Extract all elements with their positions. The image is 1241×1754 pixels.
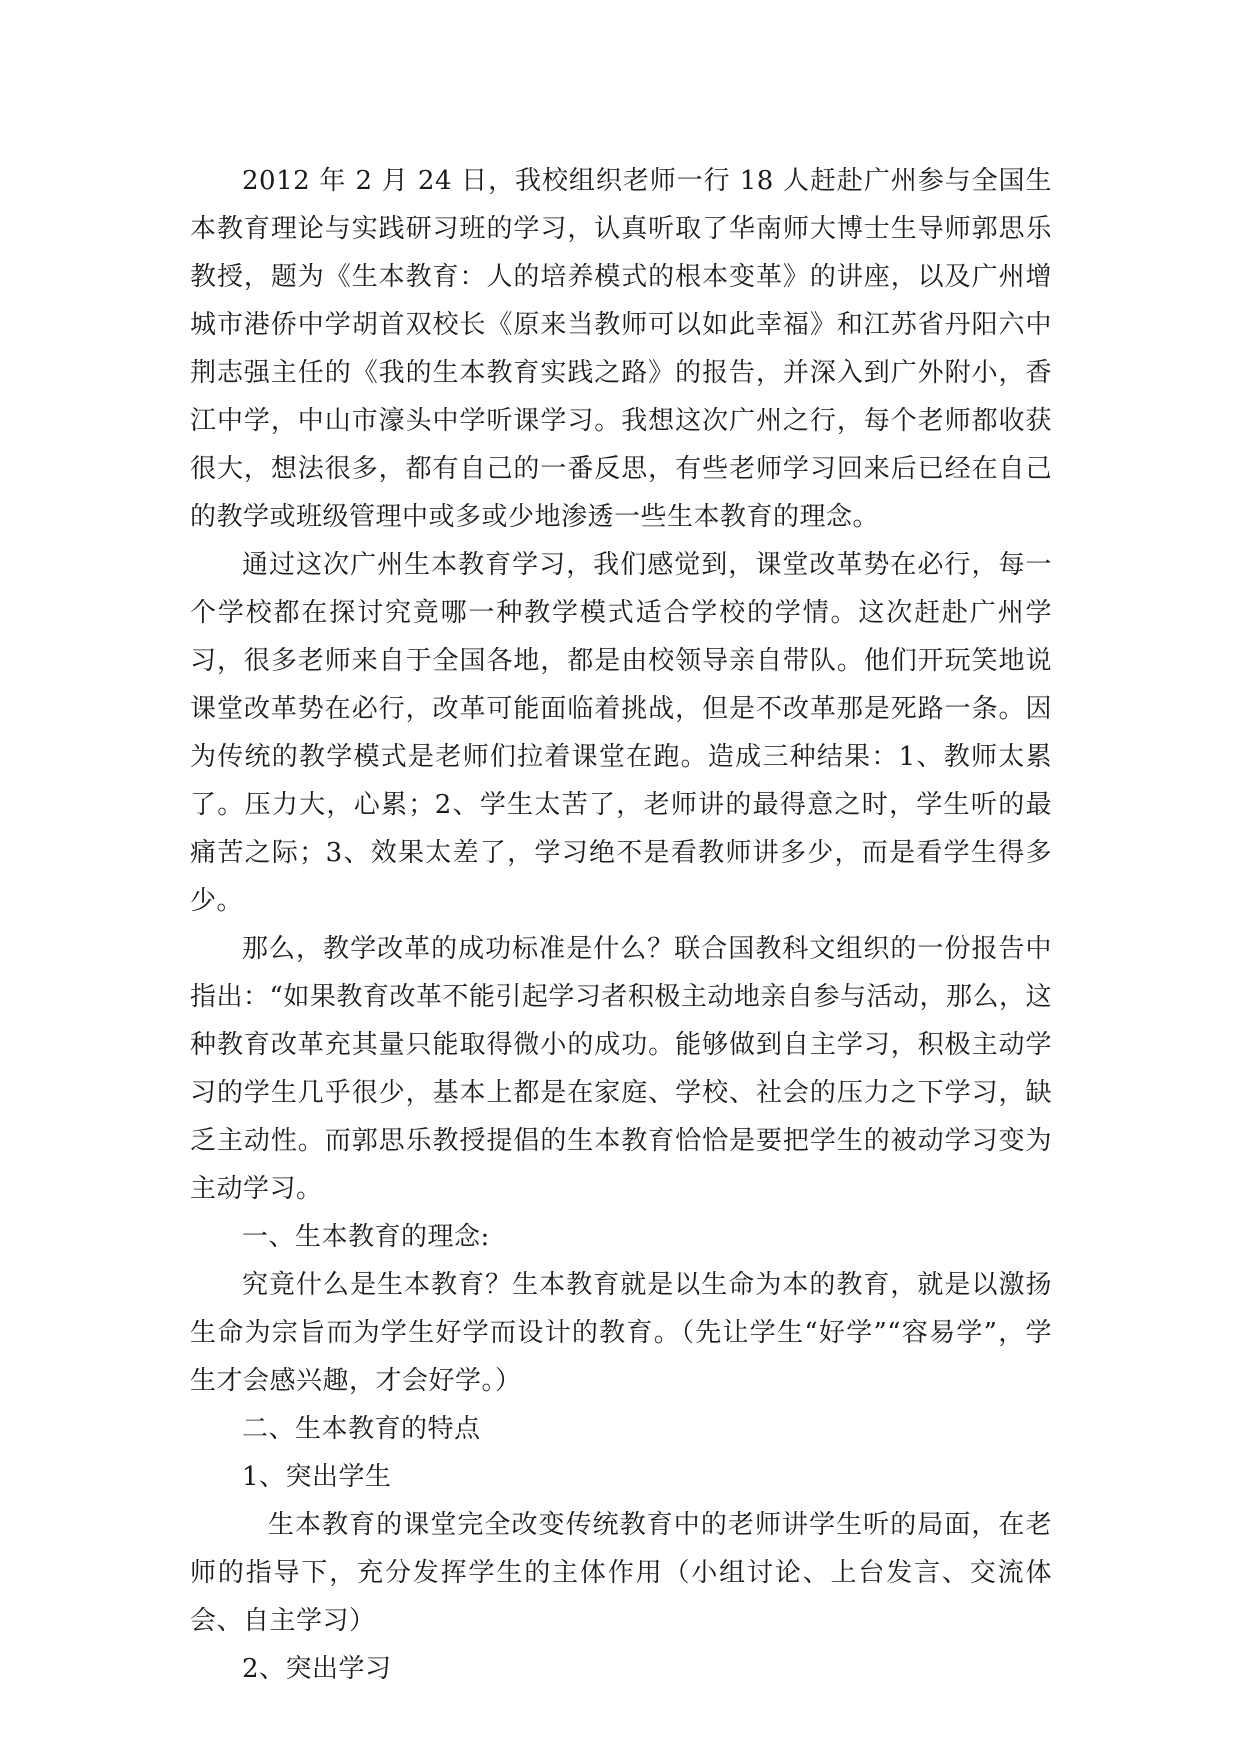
section-heading-features: 二、生本教育的特点 bbox=[242, 1414, 481, 1444]
section-heading-concept: 一、生本教育的理念: bbox=[242, 1222, 490, 1252]
document-body bbox=[190, 157, 1052, 1693]
subheading-highlight-learning: 2、突出学习 bbox=[242, 1654, 392, 1684]
paragraph-intro: 2012 年 2 月 24 日，我校组织老师一行 18 人赶赴广州参与全国生本教育理论与实践研习班的学习，认真听取了华南师大博士生导师郭思乐教授，题为《生本教育：人的培养模式的根本变革》的讲座，以及广州增城市港侨中学胡首双校长《原来当教师可以如此幸福》和江苏省丹阳六中荆志强主任的《我的生本教育实践之路》的报告，并深入到广外附小，香江中学，中山市濠头中学听课学习。我想这次广州之行，每个老师都收获很大，想法很多，都有自己的一番反思，有些老师学习回来后已经在自己的教学或班级管理中或多或少地渗透一些生本教育的理念。 bbox=[190, 166, 1052, 532]
paragraph-concept-definition: 究竟什么是生本教育？生本教育就是以生命为本的教育，就是以激扬生命为宗旨而为学生好学而设计的教育。（先让学生“好学”“容易学”，学生才会感兴趣，才会好学。） bbox=[190, 1270, 1052, 1396]
subheading-highlight-students: 1、突出学生 bbox=[242, 1462, 392, 1492]
paragraph-reform-necessity: 通过这次广州生本教育学习，我们感觉到，课堂改革势在必行，每一个学校都在探讨究竟哪一种教学模式适合学校的学情。这次赶赴广州学习，很多老师来自于全国各地，都是由校领导亲自带队。他们开玩笑地说课堂改革势在必行，改革可能面临着挑战，但是不改革那是死路一条。因为传统的教学模式是老师们拉着课堂在跑。造成三种结果：1、教师太累了。压力大，心累；2、学生太苦了，老师讲的最得意之时，学生听的最痛苦之际；3、效果太差了，学习绝不是看教师讲多少，而是看学生得多少。 bbox=[190, 550, 1052, 916]
paragraph-student-centered: 生本教育的课堂完全改变传统教育中的老师讲学生听的局面，在老师的指导下，充分发挥学生的主体作用（小组讨论、上台发言、交流体会、自主学习） bbox=[190, 1510, 1052, 1636]
paragraph-success-standard: 那么，教学改革的成功标准是什么？联合国教科文组织的一份报告中指出：“如果教育改革不能引起学习者积极主动地亲自参与活动，那么，这种教育改革充其量只能取得微小的成功。能够做到自主学习，积极主动学习的学生几乎很少，基本上都是在家庭、学校、社会的压力之下学习，缺乏主动性。而郭思乐教授提倡的生本教育恰恰是要把学生的被动学习变为主动学习。 bbox=[190, 934, 1052, 1204]
